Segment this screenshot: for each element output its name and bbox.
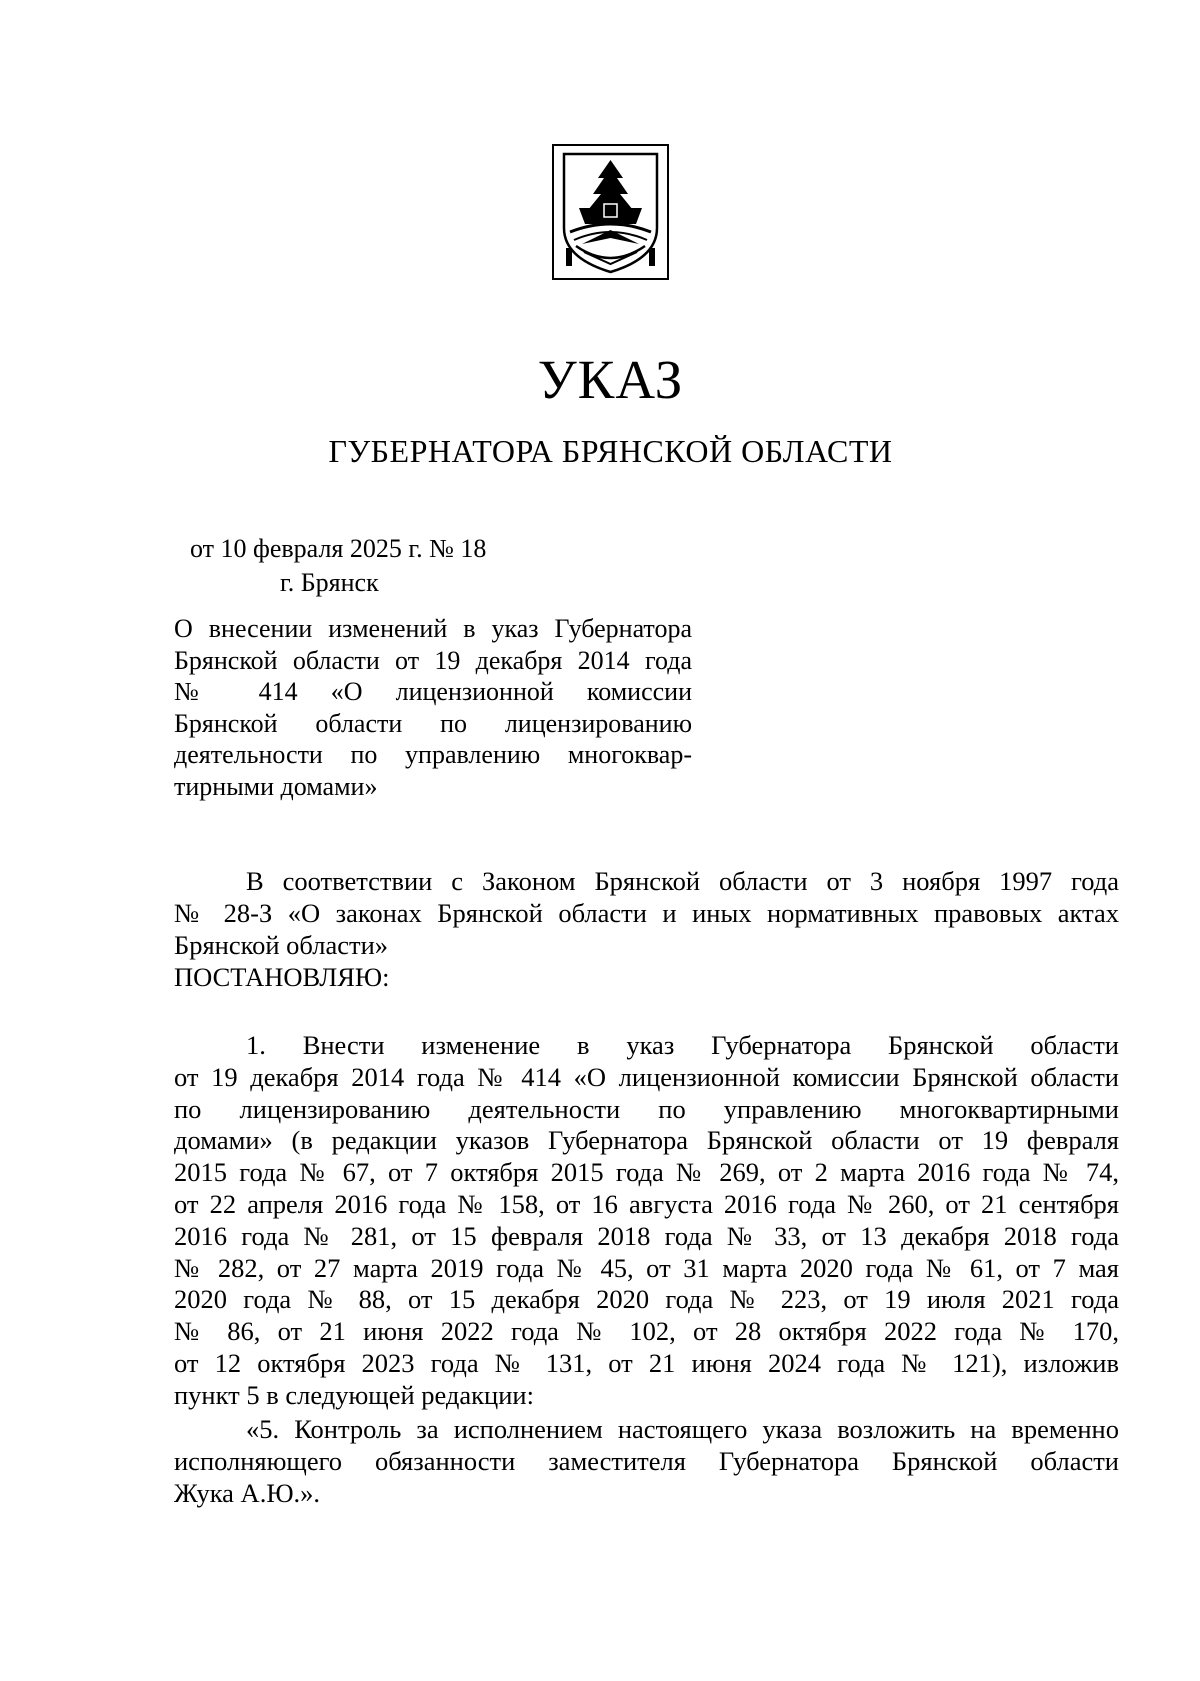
document-date-number: от 10 февраля 2025 г. № 18 — [190, 534, 487, 563]
paragraph-line: исполняющего обязанности заместителя Губернатора Брянской области — [174, 1445, 1119, 1476]
document-subject — [174, 613, 692, 802]
document-title: УКАЗ — [537, 349, 684, 410]
quoted-item-5-paragraph — [174, 1414, 1119, 1509]
paragraph-line: 2016 года № 281, от 15 февраля 2018 года № 33, от 13 декабря 2018 года — [174, 1220, 1119, 1251]
bryansk-coat-of-arms-icon — [552, 144, 669, 280]
document-city: г. Брянск — [280, 568, 379, 597]
paragraph-line: от 12 октября 2023 года № 131, от 21 июня 2024 года № 121), изложив — [174, 1347, 1119, 1378]
preamble-paragraph — [174, 866, 1119, 961]
paragraph-line: пункт 5 в следующей редакции: — [174, 1379, 534, 1410]
paragraph-line: 2020 года № 88, от 15 декабря 2020 года № 223, от 19 июля 2021 года — [174, 1284, 1119, 1315]
subject-line: тирными домами» — [174, 771, 378, 801]
subject-line: Брянской области по лицензированию — [174, 708, 692, 738]
paragraph-line: от 22 апреля 2016 года № 158, от 16 августа 2016 года № 260, от 21 сентября — [174, 1188, 1119, 1219]
item-1-paragraph — [174, 1030, 1119, 1412]
paragraph-line: Жука А.Ю.». — [174, 1477, 321, 1508]
paragraph-line: 2015 года № 67, от 7 октября 2015 года № 269, от 2 марта 2016 года № 74, — [174, 1157, 1119, 1188]
paragraph-line: домами» (в редакции указов Губернатора Брянской области от 19 февраля — [174, 1125, 1119, 1156]
paragraph-line: по лицензированию деятельности по управлению многоквартирными — [174, 1093, 1119, 1124]
subject-line: № 414 «О лицензионной комиссии — [174, 677, 692, 706]
decree-word: ПОСТАНОВЛЯЮ: — [174, 962, 390, 992]
paragraph-line: Брянской области» — [174, 929, 389, 960]
paragraph-line: № 28-З «О законах Брянской области и иных нормативных правовых актах — [174, 897, 1119, 928]
paragraph-line: «5. Контроль за исполнением настоящего указа возложить на временно — [246, 1414, 1119, 1444]
document-subtitle: ГУБЕРНАТОРА БРЯНСКОЙ ОБЛАСТИ — [328, 433, 893, 469]
paragraph-line: № 282, от 27 марта 2019 года № 45, от 31 марта 2020 года № 61, от 7 мая — [174, 1252, 1119, 1283]
subject-line: деятельности по управлению многоквар- — [174, 740, 692, 769]
paragraph-line: от 19 декабря 2014 года № 414 «О лицензионной комиссии Брянской области — [174, 1061, 1119, 1092]
paragraph-line: № 86, от 21 июня 2022 года № 102, от 28 октября 2022 года № 170, — [174, 1316, 1119, 1347]
paragraph-line: 1. Внести изменение в указ Губернатора Брянской области — [246, 1030, 1119, 1060]
subject-line: Брянской области от 19 декабря 2014 года — [174, 645, 692, 675]
paragraph-line: В соответствии с Законом Брянской области от 3 ноября 1997 года — [246, 866, 1119, 896]
subject-line: О внесении изменений в указ Губернатора — [174, 614, 692, 643]
